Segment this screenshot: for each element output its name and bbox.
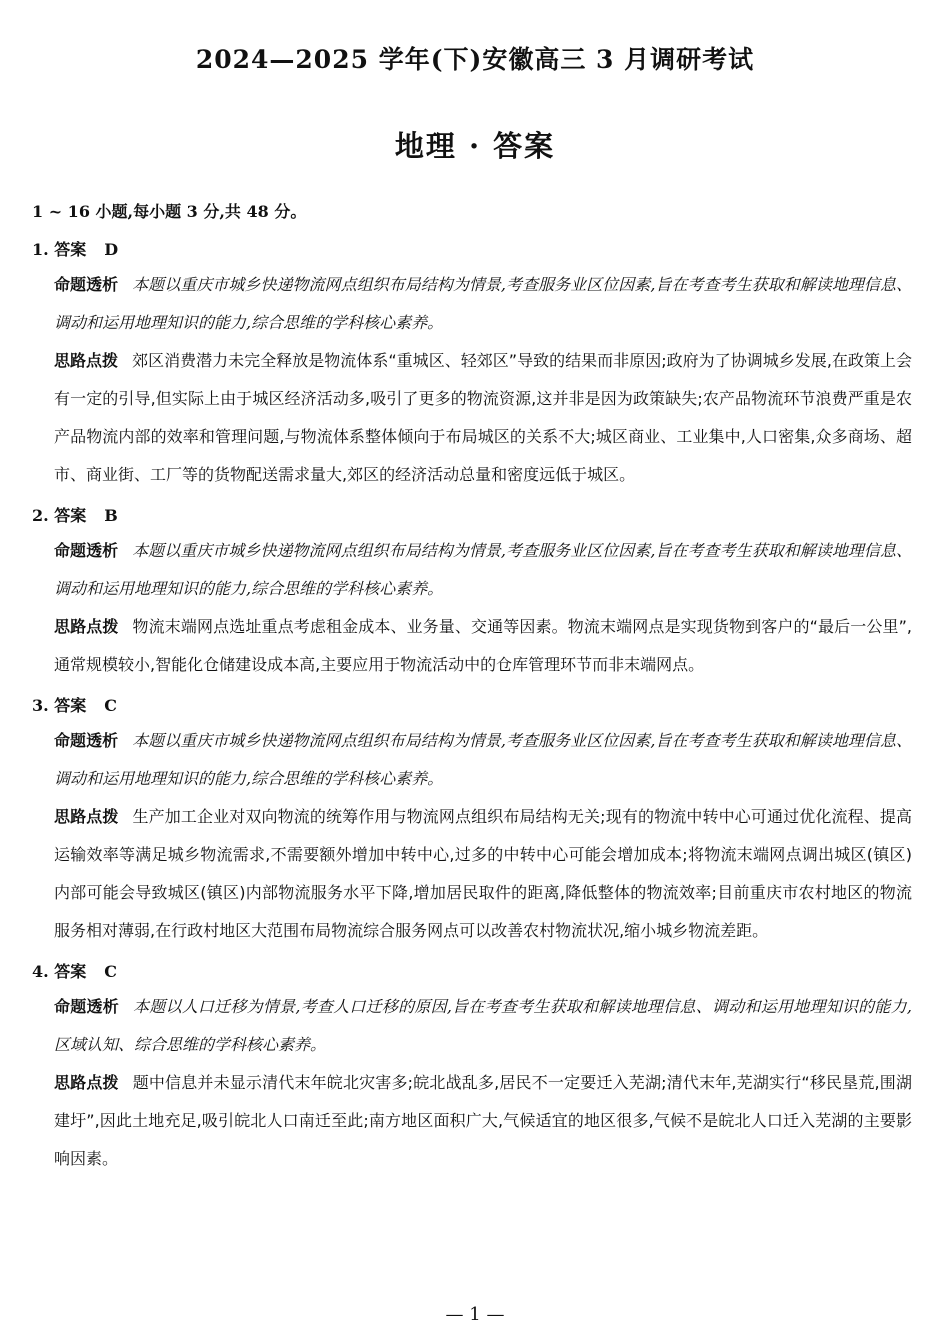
- analysis-label: 命题透析: [54, 731, 119, 750]
- hint-label: 思路点拨: [54, 617, 119, 636]
- hint-label: 思路点拨: [54, 807, 119, 826]
- hint-text: 题中信息并未显示清代末年皖北灾害多;皖北战乱多,居民不一定要迁入芜湖;清代末年,芜湖实行“移民垦荒,围湖建圩”,因此土地充足,吸引皖北人口南迁至此;南方地区面积广大,气候适宜的地区很多,气候不是皖北人口迁入芜湖的主要影响因素。: [54, 1073, 912, 1168]
- question-3-answer-letter: C: [104, 696, 118, 715]
- exam-title: 2024—2025 学年(下)安徽高三 3 月调研考试: [195, 45, 755, 74]
- question-4-label: 4. 答案: [32, 962, 87, 981]
- question-4-analysis: [32, 988, 912, 1064]
- question-3-label: 3. 答案: [32, 696, 87, 715]
- question-3-hint: [32, 798, 912, 950]
- question-2-answer-letter: B: [104, 506, 118, 525]
- analysis-label: 命题透析: [54, 275, 119, 294]
- question-1-label: 1. 答案: [32, 240, 87, 259]
- analysis-text: 本题以重庆市城乡快递物流网点组织布局结构为情景,考查服务业区位因素,旨在考查考生获取和解读地理信息、调动和运用地理知识的能力,综合思维的学科核心素养。: [54, 731, 912, 788]
- analysis-label: 命题透析: [54, 997, 119, 1016]
- question-2-label: 2. 答案: [32, 506, 87, 525]
- question-1-answer-letter: D: [104, 240, 119, 259]
- question-1-hint: [32, 342, 912, 494]
- question-1-answer: [32, 234, 912, 266]
- hint-label: 思路点拨: [54, 351, 119, 370]
- analysis-text: 本题以人口迁移为情景,考查人口迁移的原因,旨在考查考生获取和解读地理信息、调动和运用地理知识的能力,区域认知、综合思维的学科核心素养。: [54, 997, 912, 1054]
- hint-text: 生产加工企业对双向物流的统筹作用与物流网点组织布局结构无关;现有的物流中转中心可通过优化流程、提高运输效率等满足城乡物流需求,不需要额外增加中转中心,过多的中转中心可能会增加成本;将物流末端网点调出城区(镇区)内部可能会导致城区(镇区)内部物流服务水平下降,增加居民取件的距离,降低整体的物流效率;目前重庆市农村地区的物流服务相对薄弱,在行政村地区大范围布局物流综合服务网点可以改善农村物流状况,缩小城乡物流差距。: [54, 807, 912, 940]
- analysis-label: 命题透析: [54, 541, 119, 560]
- question-2-answer: [32, 500, 912, 532]
- page-number: — 1 —: [445, 1304, 505, 1325]
- question-3-analysis: [32, 722, 912, 798]
- question-2-hint: [32, 608, 912, 684]
- question-3-answer: [32, 690, 912, 722]
- instructions: 1 ~ 16 小题,每小题 3 分,共 48 分。: [32, 202, 307, 221]
- hint-text: 物流末端网点选址重点考虑租金成本、业务量、交通等因素。物流末端网点是实现货物到客户的“最后一公里”,通常规模较小,智能化仓储建设成本高,主要应用于物流活动中的仓库管理环节而非末端网点。: [54, 617, 912, 674]
- question-4-hint: [32, 1064, 912, 1178]
- analysis-text: 本题以重庆市城乡快递物流网点组织布局结构为情景,考查服务业区位因素,旨在考查考生获取和解读地理信息、调动和运用地理知识的能力,综合思维的学科核心素养。: [54, 541, 912, 598]
- question-1-analysis: [32, 266, 912, 342]
- hint-text: 郊区消费潜力未完全释放是物流体系“重城区、轻郊区”导致的结果而非原因;政府为了协调城乡发展,在政策上会有一定的引导,但实际上由于城区经济活动多,吸引了更多的物流资源,这并非是因为政策缺失;农产品物流环节浪费严重是农产品物流内部的效率和管理问题,与物流体系整体倾向于布局城区的关系不大;城区商业、工业集中,人口密集,众多商场、超市、商业街、工厂等的货物配送需求量大,郊区的经济活动总量和密度远低于城区。: [54, 351, 912, 484]
- question-4-answer: [32, 956, 912, 988]
- subject-title: 地理 · 答案: [394, 129, 556, 163]
- hint-label: 思路点拨: [54, 1073, 119, 1092]
- question-4-answer-letter: C: [104, 962, 118, 981]
- answer-content: [32, 196, 912, 1178]
- question-2-analysis: [32, 532, 912, 608]
- analysis-text: 本题以重庆市城乡快递物流网点组织布局结构为情景,考查服务业区位因素,旨在考查考生获取和解读地理信息、调动和运用地理知识的能力,综合思维的学科核心素养。: [54, 275, 912, 332]
